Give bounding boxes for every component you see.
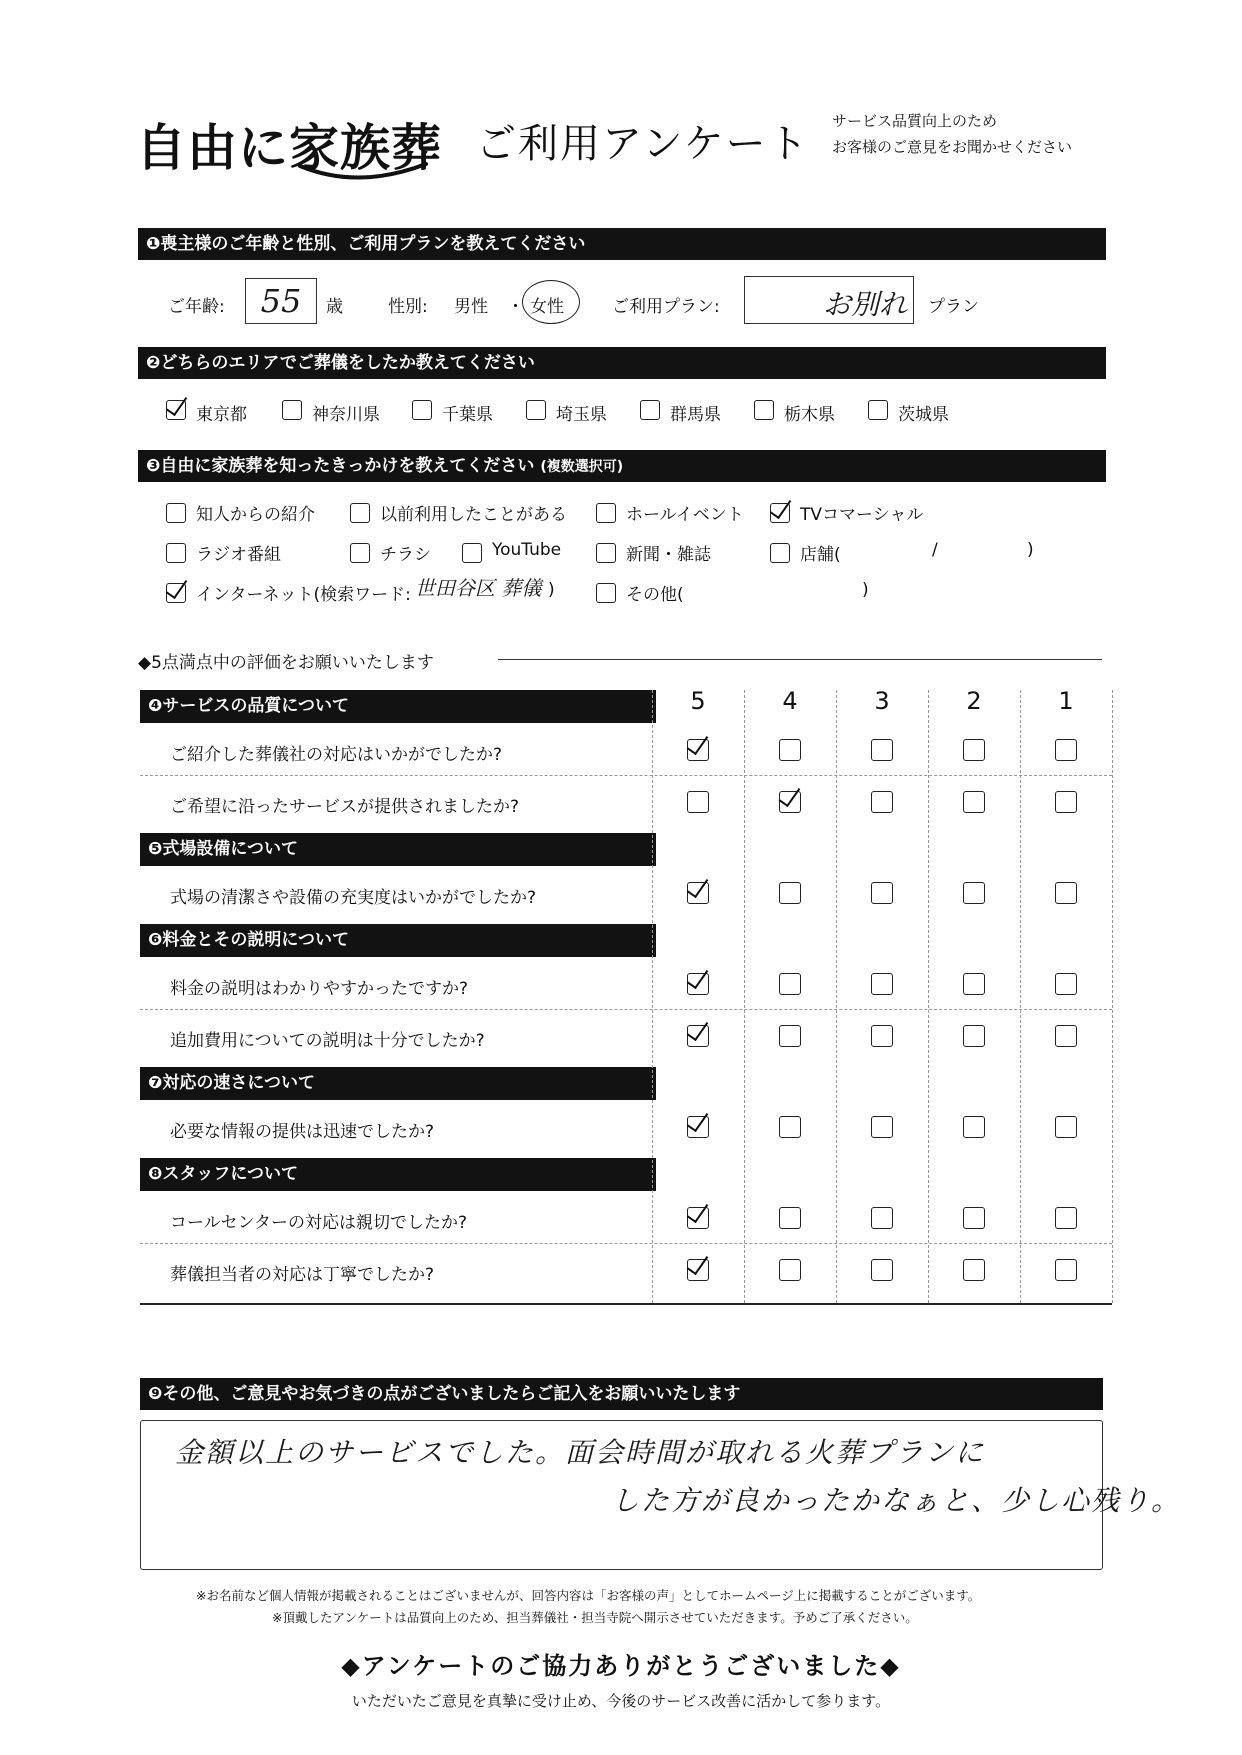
rating-question: コールセンターの対応は親切でしたか?: [170, 1213, 468, 1233]
rating-checkbox[interactable]: [779, 1116, 801, 1138]
area-option-label: 茨城県: [898, 405, 949, 425]
rating-checkbox[interactable]: [963, 1116, 985, 1138]
rating-intro-line: [498, 659, 1102, 660]
source-checkbox[interactable]: [350, 503, 370, 523]
source-option-label: その他(: [626, 585, 684, 605]
rating-intro: ◆5点満点中の評価をお願いいたします: [138, 653, 434, 673]
rating-section-heading: ❹サービスの品質について: [140, 690, 656, 723]
source-option-label: インターネット(検索ワード:: [196, 585, 411, 605]
rating-checkbox[interactable]: [1055, 1025, 1077, 1047]
thanks-sub: いただいたご意見を真摯に受け止め、今後のサービス改善に活かして参ります。: [351, 1692, 891, 1710]
row-divider: [140, 1009, 1112, 1010]
rating-checkbox[interactable]: [687, 739, 709, 761]
plan-value: お別れ: [822, 288, 907, 321]
q1-heading: ❶喪主様のご年齢と性別、ご利用プランを教えてください: [138, 228, 1106, 260]
q2-heading: ❷どちらのエリアでご葬儀をしたか教えてください: [138, 347, 1106, 379]
gender-label: 性別:: [388, 297, 428, 317]
source-checkbox[interactable]: [596, 503, 616, 523]
footnote-1: ※お名前など個人情報が掲載されることはございませんが、回答内容は「お客様の声」としてホームページ上に掲載することがございます。: [196, 1588, 981, 1603]
column-divider: [1020, 690, 1021, 1303]
rating-checkbox[interactable]: [779, 791, 801, 813]
tagline: [832, 108, 1072, 160]
column-divider: [1112, 690, 1113, 1303]
gender-selected-circle: [522, 280, 580, 324]
source-checkbox[interactable]: [166, 543, 186, 563]
rating-checkbox[interactable]: [687, 1116, 709, 1138]
rating-checkbox[interactable]: [871, 739, 893, 761]
gender-separator: ・: [507, 297, 524, 317]
rating-checkbox[interactable]: [1055, 973, 1077, 995]
column-divider: [744, 690, 745, 1303]
source-option-label: 新聞・雑誌: [626, 545, 711, 565]
rating-checkbox[interactable]: [779, 739, 801, 761]
source-checkbox[interactable]: [166, 503, 186, 523]
area-option-label: 神奈川県: [312, 405, 380, 425]
rating-checkbox[interactable]: [871, 973, 893, 995]
column-divider: [652, 690, 653, 1303]
rating-checkbox[interactable]: [687, 973, 709, 995]
rating-scale-label: 1: [1058, 687, 1074, 715]
rating-checkbox[interactable]: [1055, 1207, 1077, 1229]
brand-logo: 自由に家族葬: [136, 119, 442, 177]
rating-section-heading: ❺式場設備について: [140, 833, 656, 866]
source-checkbox[interactable]: [596, 583, 616, 603]
source-option-label: YouTube: [492, 540, 562, 560]
area-checkbox[interactable]: [868, 400, 888, 420]
area-checkbox[interactable]: [166, 400, 186, 420]
q3-heading-note: (複数選択可): [540, 459, 624, 475]
tagline-line-2: お客様のご意見をお聞かせください: [832, 138, 1073, 156]
area-option-label: 東京都: [196, 405, 247, 425]
rating-checkbox[interactable]: [963, 1259, 985, 1281]
rating-checkbox[interactable]: [687, 882, 709, 904]
area-checkbox[interactable]: [526, 400, 546, 420]
area-option-label: 埼玉県: [556, 405, 607, 425]
plan-field[interactable]: [744, 276, 914, 324]
rating-question: ご希望に沿ったサービスが提供されましたか?: [170, 797, 520, 817]
rating-checkbox[interactable]: [779, 1207, 801, 1229]
source-option-label: TVコマーシャル: [800, 505, 924, 525]
source-option-label: ラジオ番組: [196, 545, 281, 565]
rating-checkbox[interactable]: [779, 882, 801, 904]
rating-checkbox[interactable]: [963, 1025, 985, 1047]
rating-checkbox[interactable]: [687, 1259, 709, 1281]
rating-question: 葬儀担当者の対応は丁寧でしたか?: [170, 1265, 435, 1285]
other-close-paren: ): [862, 580, 869, 600]
source-option-label: ホールイベント: [626, 505, 744, 525]
rating-question: ご紹介した葬儀社の対応はいかがでしたか?: [170, 745, 503, 765]
rating-checkbox[interactable]: [963, 791, 985, 813]
rating-checkbox[interactable]: [963, 739, 985, 761]
rating-checkbox[interactable]: [963, 882, 985, 904]
comment-line-2: した方が良かったかなぁと、少し心残り。: [611, 1484, 1182, 1517]
store-close-paren: ): [1027, 540, 1034, 560]
area-checkbox[interactable]: [412, 400, 432, 420]
plan-label: ご利用プラン:: [612, 297, 720, 317]
rating-checkbox[interactable]: [779, 1025, 801, 1047]
plan-suffix: プラン: [928, 297, 979, 317]
rating-scale-label: 5: [690, 687, 706, 715]
source-option-label: 以前利用したことがある: [380, 505, 567, 525]
comment-field[interactable]: [140, 1420, 1182, 1570]
area-option-label: 栃木県: [784, 405, 835, 425]
thanks-heading: ◆アンケートのご協力ありがとうございました◆: [341, 1652, 901, 1680]
q3-heading: [138, 450, 1106, 482]
rating-section-heading: ❻料金とその説明について: [140, 924, 656, 957]
area-option-label: 群馬県: [670, 405, 721, 425]
rating-scale-label: 4: [782, 687, 798, 715]
rating-checkbox[interactable]: [1055, 1259, 1077, 1281]
comment-line-1: 金額以上のサービスでした。面会時間が取れる火葬プランに: [175, 1436, 986, 1469]
area-checkbox[interactable]: [754, 400, 774, 420]
source-checkbox[interactable]: [770, 503, 790, 523]
age-unit: 歳: [326, 297, 343, 317]
rating-checkbox[interactable]: [1055, 791, 1077, 813]
source-checkbox[interactable]: [770, 543, 790, 563]
source-checkbox[interactable]: [462, 543, 482, 563]
search-word-value: 世田谷区 葬儀: [415, 576, 542, 600]
rating-checkbox[interactable]: [1055, 882, 1077, 904]
rating-question: 追加費用についての説明は十分でしたか?: [170, 1031, 485, 1051]
row-divider: [140, 775, 1112, 776]
gender-male-option[interactable]: 男性: [454, 297, 488, 317]
source-option-label: 知人からの紹介: [196, 505, 315, 525]
rating-checkbox[interactable]: [963, 1207, 985, 1229]
rating-bottom-rule: [140, 1303, 1112, 1305]
rating-scale-label: 3: [874, 687, 890, 715]
rating-question: 必要な情報の提供は迅速でしたか?: [170, 1122, 435, 1142]
column-divider: [836, 690, 837, 1303]
rating-question: 式場の清潔さや設備の充実度はいかがでしたか?: [170, 888, 537, 908]
rating-checkbox[interactable]: [871, 791, 893, 813]
tagline-line-1: サービス品質向上のため: [832, 112, 998, 130]
rating-question: 料金の説明はわかりやすかったですか?: [170, 979, 469, 999]
age-value: 55: [260, 282, 302, 320]
rating-checkbox[interactable]: [871, 1116, 893, 1138]
age-label: ご年齢:: [168, 297, 225, 317]
rating-checkbox[interactable]: [687, 1025, 709, 1047]
rating-checkbox[interactable]: [871, 1025, 893, 1047]
source-checkbox[interactable]: [350, 543, 370, 563]
age-field[interactable]: [245, 278, 317, 324]
q3-heading-text: ❸自由に家族葬を知ったきっかけを教えてください: [146, 456, 535, 476]
source-option-label: 店舗(: [800, 545, 841, 565]
rating-checkbox[interactable]: [779, 1259, 801, 1281]
source-checkbox[interactable]: [166, 583, 186, 603]
column-divider: [928, 690, 929, 1303]
rating-checkbox[interactable]: [687, 791, 709, 813]
rating-checkbox[interactable]: [687, 1207, 709, 1229]
rating-checkbox[interactable]: [871, 1259, 893, 1281]
source-checkbox[interactable]: [596, 543, 616, 563]
rating-section-heading: ❼対応の速さについて: [140, 1067, 656, 1100]
store-slash: /: [932, 540, 938, 560]
footnote-2: ※頂戴したアンケートは品質向上のため、担当葬儀社・担当寺院へ開示させていただきます。予めご了承ください。: [272, 1610, 918, 1625]
source-option-label: チラシ: [380, 545, 431, 565]
rating-checkbox[interactable]: [871, 1207, 893, 1229]
logo-swoosh: [298, 160, 428, 184]
rating-checkbox[interactable]: [1055, 739, 1077, 761]
rating-section-heading: ❽スタッフについて: [140, 1158, 656, 1191]
q9-heading: ❾その他、ご意見やお気づきの点がございましたらご記入をお願いいたします: [140, 1378, 1103, 1410]
area-checkbox[interactable]: [640, 400, 660, 420]
area-checkbox[interactable]: [282, 400, 302, 420]
rating-checkbox[interactable]: [1055, 1116, 1077, 1138]
rating-checkbox[interactable]: [779, 973, 801, 995]
survey-title: ご利用アンケート: [476, 121, 810, 167]
gender-female-option[interactable]: 女性: [530, 297, 564, 317]
rating-checkbox[interactable]: [871, 882, 893, 904]
internet-close-paren: ): [548, 580, 555, 600]
row-divider: [140, 1243, 1112, 1244]
rating-checkbox[interactable]: [963, 973, 985, 995]
rating-scale-label: 2: [966, 687, 982, 715]
area-option-label: 千葉県: [442, 405, 493, 425]
